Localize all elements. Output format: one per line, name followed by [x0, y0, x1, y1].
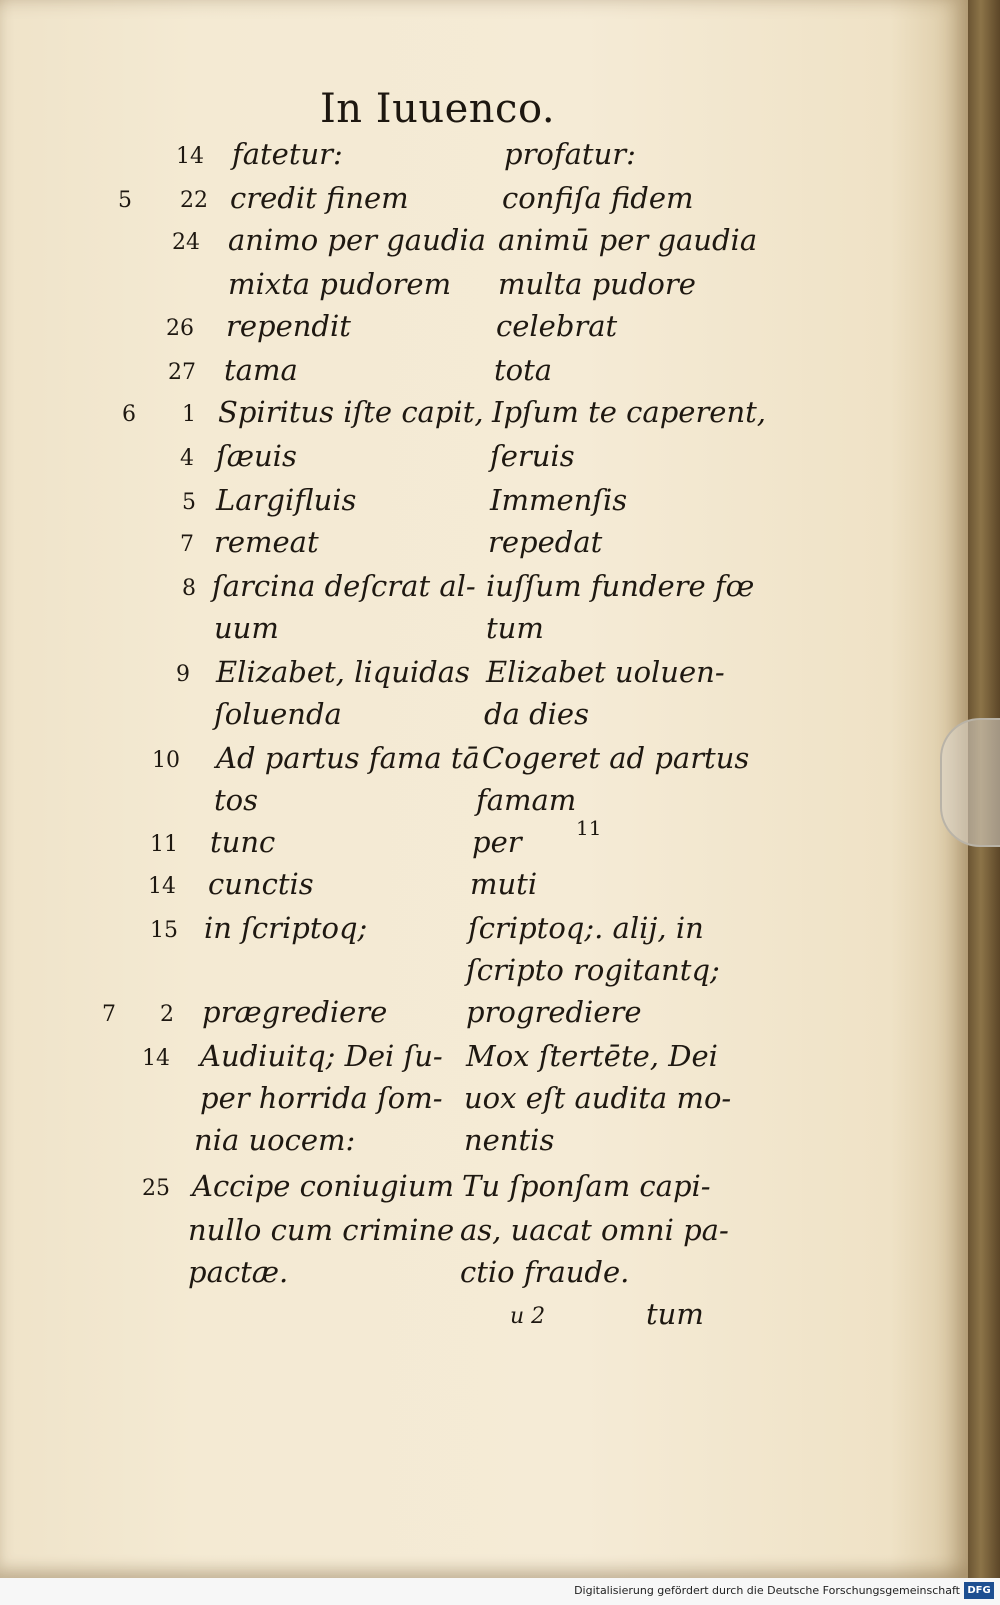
reading-right: Cogeret ad partus [482, 741, 750, 775]
verse-number: 26 [166, 316, 194, 341]
reading-left: nia uocem: [194, 1123, 356, 1157]
running-header: In Iuuenco. [320, 86, 556, 132]
verse-number: 7 [180, 532, 194, 557]
verse-number: 24 [172, 230, 200, 255]
reading-right: ctio fraude. [460, 1255, 630, 1289]
reading-left: animo per gaudia [228, 223, 486, 257]
reading-right: Immenſis [490, 483, 628, 517]
verse-number: 14 [176, 144, 204, 169]
reading-left: remeat [214, 525, 319, 559]
margin-chapter-number: 7 [102, 1002, 116, 1027]
verse-number: 11 [150, 832, 178, 857]
reading-right: celebrat [496, 309, 618, 343]
reading-left: ſæuis [216, 439, 297, 473]
reading-right: tota [494, 353, 553, 387]
reading-right: ſcriptoq;. alij, in [468, 911, 704, 945]
catchword: tum [646, 1297, 704, 1331]
reading-left: Accipe coniugium [192, 1169, 454, 1203]
verse-number: 15 [150, 918, 178, 943]
reading-left: per horrida ſom- [200, 1081, 443, 1115]
signature-mark: u 2 [510, 1304, 546, 1329]
reading-right: Mox ſtertēte, Dei [466, 1039, 718, 1073]
reading-right: as, uacat omni pa- [460, 1213, 729, 1247]
page-clip [940, 718, 1000, 847]
reading-right: ſeruis [490, 439, 575, 473]
verse-number: 10 [152, 748, 180, 773]
reading-left: nullo cum crimine [188, 1213, 455, 1247]
reading-left: Ad partus fama tā [216, 741, 480, 775]
verse-number: 1 [182, 402, 196, 427]
reading-left: Audiuitq; Dei ſu- [200, 1039, 443, 1073]
reading-right: da dies [484, 697, 589, 731]
verse-number: 8 [182, 576, 196, 601]
reading-right: progrediere [466, 995, 642, 1029]
reading-right: uox eſt audita mo- [464, 1081, 732, 1115]
footer-credit: Digitalisierung gefördert durch die Deutsche Forschungsgemeinschaft [574, 1584, 960, 1597]
reading-left: mixta pudorem [228, 267, 452, 301]
reading-left: tama [224, 353, 298, 387]
reading-left: in ſcriptoq; [204, 911, 368, 945]
reading-right: animū per gaudia [498, 223, 758, 257]
verse-number: 22 [180, 188, 208, 213]
reading-right: iuſſum fundere fœ [486, 569, 755, 603]
reading-left: pactæ. [188, 1255, 289, 1289]
reading-left: ſarcina deſcrat al- [212, 569, 476, 603]
reading-right: per [472, 825, 522, 859]
reading-left: tos [214, 783, 258, 817]
reading-right: repedat [488, 525, 603, 559]
reading-left: cunctis [208, 867, 314, 901]
reading-left: ſoluenda [214, 697, 342, 731]
verse-number: 14 [142, 1046, 170, 1071]
reading-right: nentis [464, 1123, 555, 1157]
reading-right: Ipſum te caperent, [492, 395, 767, 429]
reading-right: famam [476, 783, 577, 817]
verse-number: 9 [176, 662, 190, 687]
verse-number: 25 [142, 1176, 170, 1201]
reading-right: muti [470, 867, 538, 901]
reading-left: credit finem [230, 181, 409, 215]
reading-left: tunc [210, 825, 276, 859]
reading-left: fatetur: [232, 137, 343, 171]
reading-left: Largifluis [216, 483, 357, 517]
reading-right: tum [486, 611, 544, 645]
verse-number: 14 [148, 874, 176, 899]
reading-right: confiſa fidem [502, 181, 694, 215]
margin-chapter-number: 5 [118, 188, 132, 213]
reading-left: Spiritus iſte capit, [218, 395, 484, 429]
dfg-logo: DFG [964, 1582, 994, 1599]
verse-number: 2 [160, 1002, 174, 1027]
reading-left: uum [214, 611, 279, 645]
stray-mark: 11 [576, 816, 602, 840]
reading-right: Elizabet uoluen- [486, 655, 725, 689]
reading-left: prægrediere [202, 995, 388, 1029]
verse-number: 5 [182, 490, 196, 515]
reading-right: multa pudore [498, 267, 696, 301]
reading-right: Tu ſponſam capi- [462, 1169, 711, 1203]
reading-left: rependit [226, 309, 351, 343]
verse-number: 4 [180, 446, 194, 471]
reading-right: profatur: [504, 137, 636, 171]
reading-left: Elizabet, liquidas [216, 655, 470, 689]
verse-number: 27 [168, 360, 196, 385]
reading-right: ſcripto rogitantq; [466, 953, 720, 987]
margin-chapter-number: 6 [122, 402, 136, 427]
